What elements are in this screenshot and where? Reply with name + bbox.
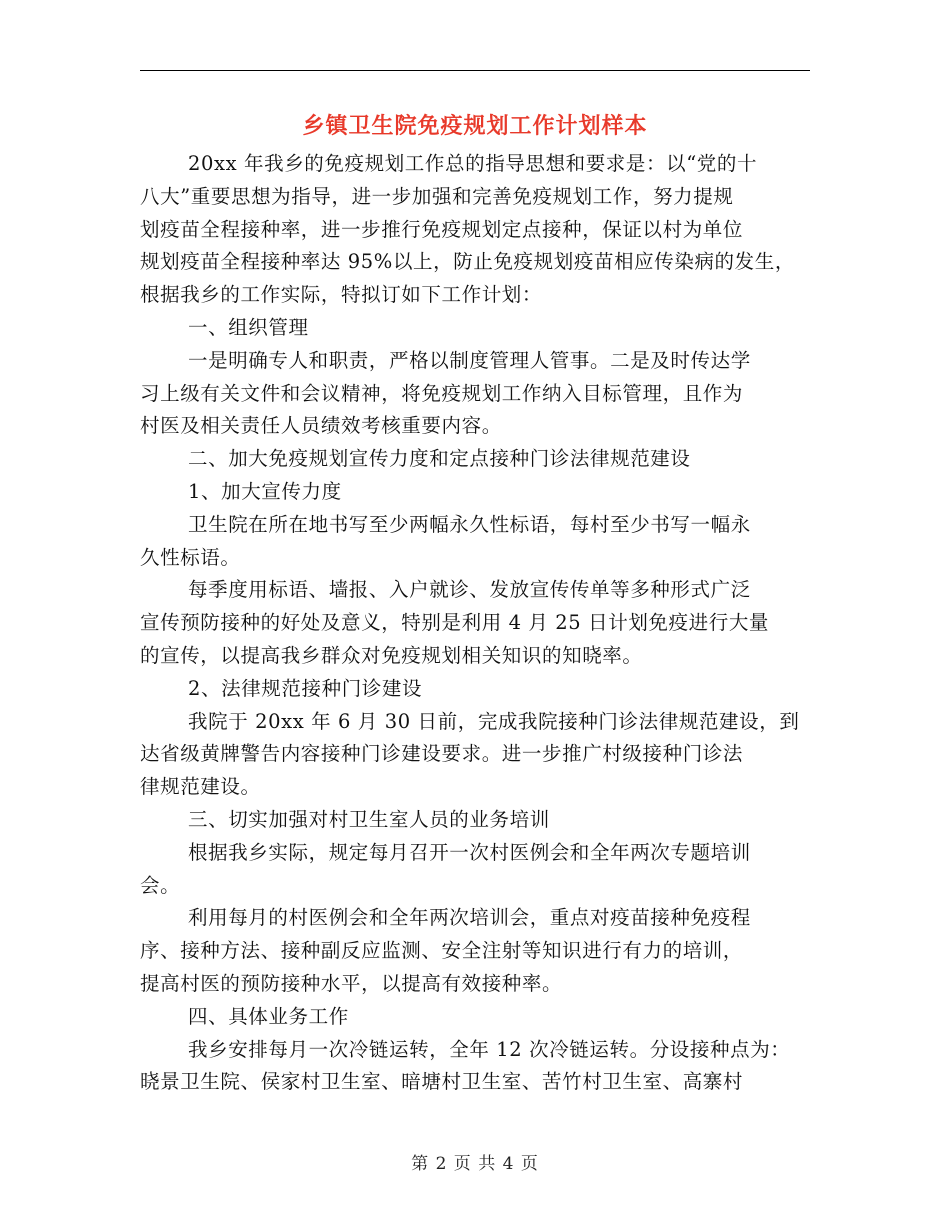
text-line: 序、接种方法、接种副反应监测、安全注射等知识进行有力的培训， bbox=[140, 939, 744, 963]
text-line: 我乡安排每月一次冷链运转，全年 12 次冷链运转。分设接种点为： bbox=[188, 1037, 791, 1061]
text-line: 每季度用标语、墙报、入户就诊、发放宣传传单等多种形式广泛 bbox=[188, 578, 751, 602]
document-title: 乡镇卫生院免疫规划工作计划样本 bbox=[302, 113, 648, 139]
text-line: 四、具体业务工作 bbox=[188, 1004, 349, 1028]
text-line: 一是明确专人和职责，严格以制度管理人管事。二是及时传达学 bbox=[188, 348, 751, 372]
page-number: 第 2 页 共 4 页 bbox=[411, 1154, 539, 1174]
text-line: 习上级有关文件和会议精神，将免疫规划工作纳入目标管理，且作为 bbox=[140, 381, 744, 405]
text-line: 提高村医的预防接种水平，以提高有效接种率。 bbox=[140, 971, 563, 995]
text-line: 我院于 20xx 年 6 月 30 日前，完成我院接种门诊法律规范建设，到 bbox=[188, 709, 800, 733]
text-line: 会。 bbox=[140, 873, 181, 897]
text-line: 根据我乡实际，规定每月召开一次村医例会和全年两次专题培训 bbox=[188, 840, 751, 864]
text-line: 划疫苗全程接种率，进一步推行免疫规划定点接种，保证以村为单位 bbox=[140, 217, 744, 241]
text-line: 八大”重要思想为指导，进一步加强和完善免疫规划工作，努力提规 bbox=[140, 184, 734, 208]
text-line: 二、加大免疫规划宣传力度和定点接种门诊法律规范建设 bbox=[188, 447, 691, 471]
text-line: 20xx 年我乡的免疫规划工作总的指导思想和要求是：以“党的十 bbox=[188, 152, 758, 175]
text-line: 规划疫苗全程接种率达 95%以上，防止免疫规划疫苗相应传染病的发生， bbox=[140, 250, 795, 274]
text-line: 2、法律规范接种门诊建设 bbox=[188, 676, 423, 700]
document-body bbox=[140, 148, 820, 1099]
text-line: 根据我乡的工作实际，特拟订如下工作计划： bbox=[140, 283, 543, 307]
text-line: 村医及相关责任人员绩效考核重要内容。 bbox=[140, 414, 502, 438]
text-line: 的宣传，以提高我乡群众对免疫规划相关知识的知晓率。 bbox=[140, 643, 643, 667]
header-rule bbox=[140, 70, 810, 71]
text-line: 1、加大宣传力度 bbox=[188, 479, 342, 503]
text-line: 达省级黄牌警告内容接种门诊建设要求。进一步推广村级接种门诊法 bbox=[140, 742, 744, 766]
text-line: 三、切实加强对村卫生室人员的业务培训 bbox=[188, 807, 550, 831]
text-line: 卫生院在所在地书写至少两幅永久性标语，每村至少书写一幅永 bbox=[188, 512, 751, 536]
text-line: 久性标语。 bbox=[140, 545, 241, 569]
text-line: 晓景卫生院、侯家村卫生室、暗塘村卫生室、苦竹村卫生室、高寨村 bbox=[140, 1070, 744, 1094]
text-line: 宣传预防接种的好处及意义，特别是利用 4 月 25 日计划免疫进行大量 bbox=[140, 611, 770, 635]
text-line: 利用每月的村医例会和全年两次培训会，重点对疫苗接种免疫程 bbox=[188, 906, 751, 930]
text-line: 律规范建设。 bbox=[140, 775, 261, 799]
text-line: 一、组织管理 bbox=[188, 315, 309, 339]
